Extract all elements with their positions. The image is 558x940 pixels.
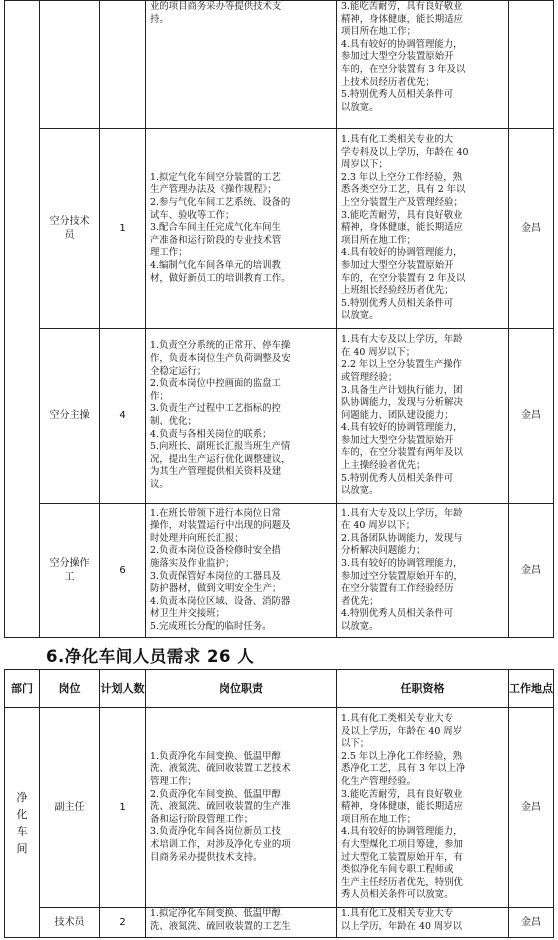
table-row (5, 329, 554, 504)
position-cell (40, 504, 100, 638)
qual-cell (337, 504, 509, 638)
qual-line: 4.具有较好的协调管理能力， (341, 247, 463, 259)
duty-line: 生产管理办法及《操作规程》； (150, 184, 277, 196)
duty-line: 4.负责与各相关岗位的联系； (150, 428, 272, 440)
qual-line: 4.具有较好的协调管理能力， (341, 422, 463, 434)
duty-line: 材卫生并交接班； (150, 608, 226, 620)
duty-cell (146, 708, 337, 908)
qual-line: 2.5 年以上净化工作经验，熟 (341, 750, 463, 762)
duty-line: 2.负责本岗位设备检修时安全措 (150, 545, 281, 557)
dept-cell (5, 708, 40, 938)
qual-line: 上主操经验者优先； (341, 460, 426, 472)
position-cell (40, 129, 100, 329)
header-duty: 岗位职责 (146, 670, 337, 708)
table-row (5, 908, 554, 938)
table-header-row (5, 670, 554, 708)
location-cell: 金昌 (509, 129, 554, 329)
qual-line: 在 40 周岁以下； (341, 346, 416, 358)
duty-line: 业的项目商务采办等提供技术支 (150, 1, 282, 12)
qual-line: 学专科及以上学历，年龄在 40 (341, 146, 469, 158)
qual-cell (337, 708, 509, 908)
qual-cell (337, 1, 509, 129)
qual-line: 项目所在地工作； (341, 813, 417, 825)
qual-line: 队协调能力，发现与分析解决 (341, 397, 463, 409)
duty-line: 1.拟定气化车间空分装置的工艺 (150, 171, 281, 183)
qual-line: 问题能力、团队建设能力； (341, 409, 454, 421)
duty-line: 3.配合车间主任完成气化车间生 (150, 222, 281, 234)
duty-line: 洗、液氮洗、硫回收装置的工艺生 (150, 920, 291, 932)
position-cell (40, 329, 100, 504)
qual-line: 分析解决问题能力； (341, 545, 426, 557)
qual-line: 精神，身体健康，能长期适应 (341, 801, 463, 813)
duty-line: 洗、液氮洗、硫回收装置工艺技术 (150, 763, 291, 775)
qual-line: 项目所在地工作； (341, 234, 417, 246)
qual-line: 以下； (341, 738, 370, 750)
qual-line: 1.具有化工及相关专业大专 (341, 908, 454, 919)
qual-line: 4.具有较好的协调管理能力， (341, 38, 463, 50)
dept-label: 净化车间 (16, 790, 28, 855)
qual-line: 4.具有较好的协调管理能力， (341, 826, 463, 838)
duty-cell (146, 129, 337, 329)
duty-line: 持。 (150, 13, 169, 25)
qual-line: 2.2 年以上空分装置生产操作 (341, 359, 463, 371)
qual-line: 周岁以下； (341, 159, 388, 171)
position-cell (40, 1, 100, 129)
qual-line: 1.具有化工类相关专业的大 (341, 134, 454, 146)
duty-line: 3.负责净化车间各岗位新员工技 (150, 826, 281, 838)
duty-line: 材，做好新员工的培训教育工作。 (150, 272, 291, 284)
qual-line: 精神，身体健康，能长期适应 (341, 222, 463, 234)
location-cell: 金昌 (509, 329, 554, 504)
qual-line: 及以上学历，年龄在 40 周岁 (341, 725, 463, 737)
qual-line: 上空分装置生产及管理经验； (341, 197, 463, 209)
qual-line: 上技术员经历者优先； (341, 76, 435, 88)
qual-line: 在空分装置有工作经验经历 (341, 583, 454, 595)
qual-line: 者优先； (341, 595, 379, 607)
table-row (5, 708, 554, 908)
duty-line: 施落实及作业监护； (150, 557, 235, 569)
qual-line: 1.具有大专及以上学历，年龄 (341, 334, 463, 346)
qual-cell (337, 908, 509, 938)
qual-line: 1.具有大专及以上学历，年龄 (341, 507, 463, 519)
position-label: 空分主操 (49, 410, 90, 421)
qual-line: 悉各类空分工艺，具有 2 年以 (341, 184, 466, 196)
duty-line: 管理工作； (150, 776, 197, 788)
duty-line: 制、优化； (150, 416, 197, 427)
qual-cell (337, 329, 509, 504)
qual-line: 2.3 年以上空分工作经验，熟 (341, 171, 463, 183)
header-qual: 任职资格 (337, 670, 509, 708)
qual-line: 以放宽。 (341, 485, 379, 497)
qual-line: 有大型煤化工项目筹建，参加 (341, 838, 463, 850)
duty-line: 作； (150, 390, 169, 402)
location-cell: 金昌 (509, 504, 554, 638)
duty-cell (146, 504, 337, 638)
duty-line: 为其生产管理提供相关资料及建 (150, 466, 282, 478)
header-dept: 部门 (5, 670, 40, 708)
count-cell: 1 (100, 129, 146, 329)
duty-line: 术培训工作，对涉及净化专业的项 (150, 838, 291, 850)
qual-line: 车的，在空分装置有 2 年及以 (341, 272, 466, 284)
qual-line: 参加过大型空分装置原始开 (341, 434, 454, 446)
duty-line: 目商务采办提供技术支持。 (150, 851, 263, 863)
qual-line: 以放宽。 (341, 620, 379, 632)
qual-cell (337, 129, 509, 329)
duty-line: 理工作； (150, 247, 188, 259)
table-row (5, 504, 554, 638)
duty-line: 全稳定运行； (150, 365, 207, 377)
count-cell: 1 (100, 708, 146, 908)
qual-line: 类似净化车间专职工程师或 (341, 864, 454, 876)
qual-line: 或管理经验； (341, 371, 398, 383)
qual-line: 生产主任经历者优先，特别优 (341, 876, 463, 888)
qual-line: 参加过大型空分装置原始开 (341, 259, 454, 271)
position-label: 空分技术员 (49, 215, 90, 241)
duty-cell (146, 329, 337, 504)
duty-line: 备和运行阶段管理工作； (150, 813, 254, 825)
position-label: 空分操作工 (49, 557, 90, 583)
header-position: 岗位 (40, 670, 100, 708)
qual-line: 悉净化工艺，具有 3 年以上净 (341, 763, 466, 775)
dept-cell (5, 1, 40, 638)
header-location: 工作地点 (509, 670, 554, 708)
table-row (5, 129, 554, 329)
duty-line: 试车、验收等工作； (150, 209, 235, 221)
qual-line: 项目所在地工作； (341, 26, 417, 38)
qual-line: 车的，在空分装置有两年及以 (341, 447, 463, 459)
duty-line: 5.向班长、副班长汇报当班生产情 (150, 441, 291, 453)
location-cell: 金昌 (509, 708, 554, 908)
qual-line: 以放宽。 (341, 310, 379, 322)
qual-line: 1.具有化工类相关专业大专 (341, 713, 454, 725)
duty-line: 4.编制气化车间各单元的培训教 (150, 259, 281, 271)
location-cell: 金昌 (509, 908, 554, 938)
qual-line: 在 40 周岁以下； (341, 520, 416, 532)
qual-line: 4.特别优秀人员相关条件可 (341, 608, 454, 620)
qual-line: 参加过空分装置原始开车的， (341, 570, 463, 582)
duty-cell (146, 1, 337, 129)
duty-line: 3.负责保管好本岗位的工器具及 (150, 570, 281, 582)
qual-line: 3.具备生产计划执行能力，团 (341, 384, 463, 396)
qual-line: 过大型化工装置原始开车，有 (341, 851, 463, 863)
duty-line: 5.完成班长分配的临时任务。 (150, 620, 272, 632)
duty-cell (146, 908, 337, 938)
qual-line: 3.能吃苦耐劳，具有良好敬业 (341, 209, 463, 221)
lower-recruitment-table (4, 669, 554, 938)
qual-line: 5.特别优秀人员相关条件可 (341, 472, 454, 484)
qual-line: 上班组长经验经历者优先； (341, 285, 454, 297)
qual-line: 参加过大型空分装置原始开 (341, 51, 454, 63)
duty-line: 3.负责生产过程中工艺指标的控 (150, 403, 281, 415)
count-cell: 4 (100, 329, 146, 504)
duty-line: 作，负责本岗位生产负荷调整及安 (150, 353, 291, 365)
duty-line: 2.负责本岗位中控画面的监盘工 (150, 378, 281, 390)
duty-line: 1.负责空分系统的正常开、停车操 (150, 340, 291, 352)
duty-line: 操作，对装置运行中出现的问题及 (150, 520, 291, 532)
count-cell: 6 (100, 504, 146, 638)
duty-line: 2.负责净化车间变换、低温甲醇 (150, 788, 281, 800)
duty-line: 时处理并向班长汇报； (150, 532, 244, 544)
section-title: 6.净化车间人员需求 26 人 (46, 647, 255, 666)
count-cell (100, 1, 146, 129)
count-cell: 2 (100, 908, 146, 938)
duty-line: 况，提出生产运行优化调整建议， (150, 453, 291, 465)
qual-line: 车的，在空分装置有 3 年及以 (341, 63, 466, 75)
duty-line: 1.在班长带领下进行本岗位日常 (150, 507, 281, 519)
qual-line: 3.能吃苦耐劳，具有良好敬业 (341, 788, 463, 800)
qual-line: 5.特别优秀人员相关条件可 (341, 89, 454, 101)
qual-line: 秀人员相关条件可以放宽。 (341, 889, 454, 901)
header-count: 计划人数 (100, 670, 146, 708)
duty-line: 1.负责净化车间变换、低温甲醇 (150, 750, 281, 762)
position-cell: 技术员 (40, 908, 100, 938)
duty-line: 防护器材，做到文明安全生产； (150, 583, 282, 595)
position-cell: 副主任 (40, 708, 100, 908)
qual-line: 3.具有较好的协调管理能力， (341, 557, 463, 569)
qual-line: 5.特别优秀人员相关条件可 (341, 297, 454, 309)
qual-line: 2.具备团队协调能力，发现与 (341, 532, 463, 544)
duty-line: 产准备和运行阶段的专业技术管 (150, 234, 282, 246)
duty-line: 2.参与气化车间工艺系统、设备的 (150, 197, 291, 209)
table-row (5, 1, 554, 129)
qual-line: 以放宽。 (341, 101, 379, 113)
duty-line: 议。 (150, 478, 169, 490)
duty-line: 洗、液氮洗、硫回收装置的生产准 (150, 801, 291, 813)
duty-line: 4.负责本岗位区域、设备、消防器 (150, 595, 291, 607)
qual-line: 化生产管理经验。 (341, 776, 417, 788)
qual-line: 精神，身体健康，能长期适应 (341, 13, 463, 25)
qual-line: 3.能吃苦耐劳，具有良好敬业 (341, 1, 463, 12)
duty-line: 1.拟定净化车间变换、低温甲醇 (150, 908, 281, 919)
location-cell (509, 1, 554, 129)
upper-recruitment-table (4, 0, 554, 638)
qual-line: 以上学历，年龄在 40 周岁以 (341, 920, 463, 932)
